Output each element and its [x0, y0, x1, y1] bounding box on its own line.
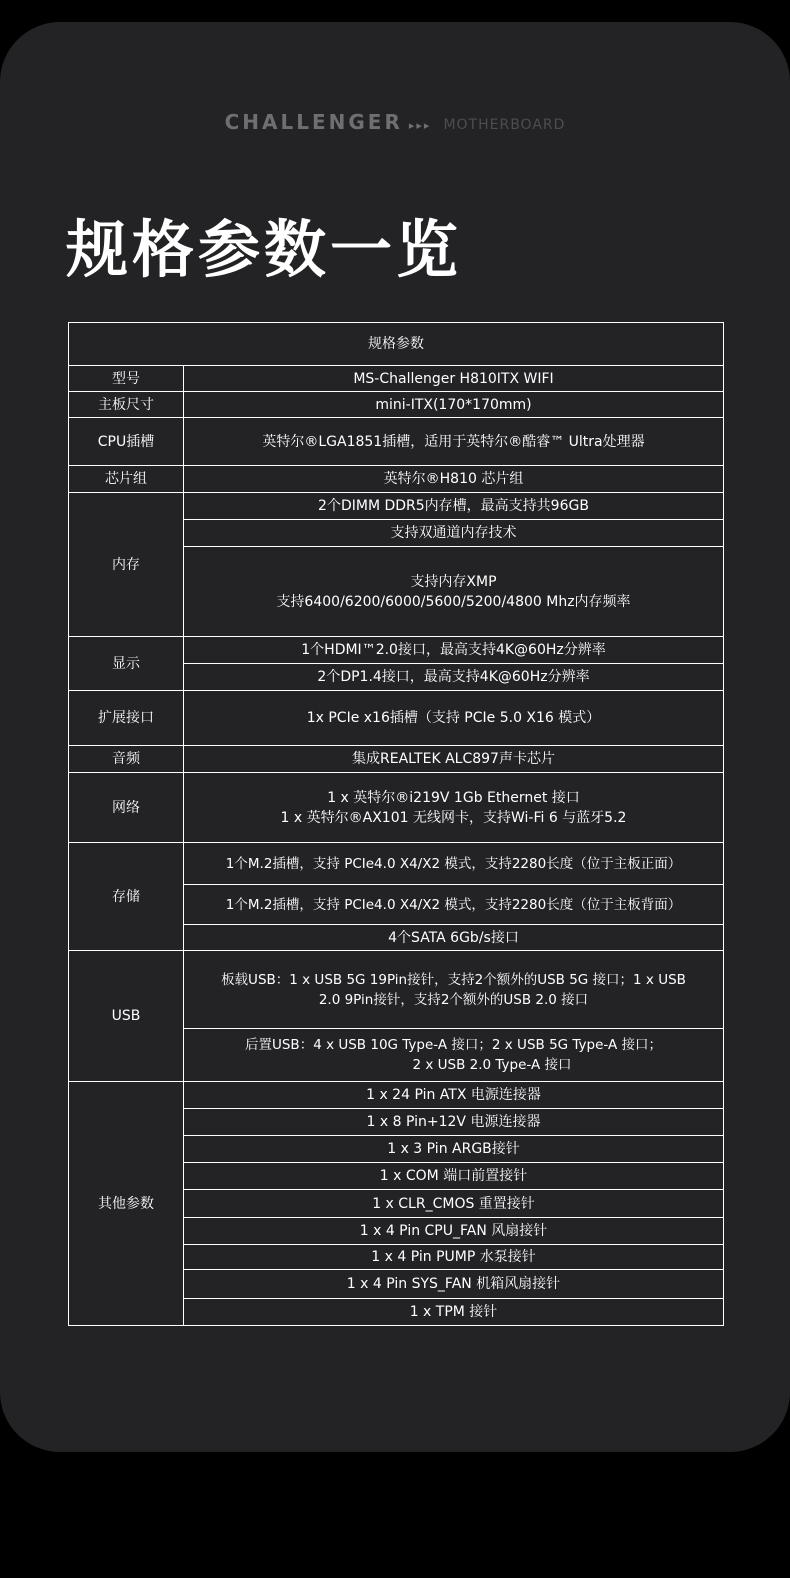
row-value-storage-3: 4个SATA 6Gb/s接口	[184, 925, 724, 951]
table-row	[69, 746, 724, 773]
row-value-expansion: 1x PCIe x16插槽（支持 PCIe 5.0 X16 模式）	[184, 691, 724, 746]
row-value-network	[184, 773, 724, 843]
logo-brand: CHALLENGER	[224, 110, 403, 134]
row-label-audio: 音频	[69, 746, 184, 773]
row-value-storage-1: 1个M.2插槽，支持 PCIe4.0 X4/X2 模式，支持2280长度（位于主板正面）	[184, 843, 724, 885]
table-row	[69, 637, 724, 664]
table-header: 规格参数	[69, 323, 724, 366]
row-value-audio: 集成REALTEK ALC897声卡芯片	[184, 746, 724, 773]
row-value-memory-3	[184, 547, 724, 637]
row-value-other-3: 1 x 3 Pin ARGB接针	[184, 1136, 724, 1163]
row-value-chipset: 英特尔®H810 芯片组	[184, 466, 724, 493]
row-value-size: mini-ITX(170*170mm)	[184, 392, 724, 418]
table-row	[69, 843, 724, 885]
row-label-size: 主板尺寸	[69, 392, 184, 418]
spec-table	[68, 322, 724, 1326]
row-label-chipset: 芯片组	[69, 466, 184, 493]
table-header-row	[69, 323, 724, 366]
table-row	[69, 1082, 724, 1109]
row-value-other-5: 1 x CLR_CMOS 重置接针	[184, 1190, 724, 1218]
page-title: 规格参数一览	[66, 213, 463, 286]
row-value-other-6: 1 x 4 Pin CPU_FAN 风扇接针	[184, 1218, 724, 1245]
usb-onboard-line-2: 2.0 9Pin接针，支持2个额外的USB 2.0 接口	[318, 991, 589, 1008]
row-value-memory-2: 支持双通道内存技术	[184, 520, 724, 547]
row-value-other-8: 1 x 4 Pin SYS_FAN 机箱风扇接针	[184, 1270, 724, 1299]
row-value-storage-2: 1个M.2插槽，支持 PCIe4.0 X4/X2 模式，支持2280长度（位于主板背面）	[184, 885, 724, 925]
row-value-usb-onboard	[184, 951, 724, 1029]
row-label-usb: USB	[69, 951, 184, 1082]
row-value-model: MS-Challenger H810ITX WIFI	[184, 366, 724, 392]
row-label-model: 型号	[69, 366, 184, 392]
table-row	[69, 691, 724, 746]
row-label-memory: 内存	[69, 493, 184, 637]
usb-rear-line-1: 后置USB：4 x USB 10G Type-A 接口；2 x USB 5G Type-A 接口；	[244, 1037, 663, 1053]
logo-subtitle: MOTHERBOARD	[443, 117, 566, 133]
row-value-other-7: 1 x 4 Pin PUMP 水泵接针	[184, 1245, 724, 1270]
row-value-other-4: 1 x COM 端口前置接针	[184, 1163, 724, 1190]
memory-frequency-line: 支持6400/6200/6000/5600/5200/4800 Mhz内存频率	[276, 593, 631, 610]
brand-logo	[0, 110, 790, 134]
usb-onboard-line-1: 板载USB：1 x USB 5G 19Pin接针，支持2个额外的USB 5G 接口；1 x USB	[221, 971, 686, 988]
memory-xmp-line: 支持内存XMP	[410, 573, 497, 590]
table-row	[69, 773, 724, 843]
row-label-expansion: 扩展接口	[69, 691, 184, 746]
row-value-usb-rear	[184, 1029, 724, 1082]
row-value-display-1: 1个HDMI™2.0接口，最高支持4K@60Hz分辨率	[184, 637, 724, 664]
usb-rear-line-2: 2 x USB 2.0 Type-A 接口	[412, 1057, 572, 1073]
logo-arrows-icon: ▸▸▸	[408, 119, 432, 132]
row-value-other-1: 1 x 24 Pin ATX 电源连接器	[184, 1082, 724, 1109]
row-value-other-9: 1 x TPM 接针	[184, 1299, 724, 1326]
row-value-other-2: 1 x 8 Pin+12V 电源连接器	[184, 1109, 724, 1136]
row-label-other: 其他参数	[69, 1082, 184, 1326]
table-row	[69, 392, 724, 418]
row-label-network: 网络	[69, 773, 184, 843]
network-ethernet-line: 1 x 英特尔®i219V 1Gb Ethernet 接口	[327, 789, 580, 806]
row-label-storage: 存储	[69, 843, 184, 951]
table-row	[69, 466, 724, 493]
row-value-display-2: 2个DP1.4接口，最高支持4K@60Hz分辨率	[184, 664, 724, 691]
table-row	[69, 951, 724, 1029]
network-wifi-line: 1 x 英特尔®AX101 无线网卡，支持Wi-Fi 6 与蓝牙5.2	[280, 809, 627, 826]
table-row	[69, 493, 724, 520]
row-value-cpu: 英特尔®LGA1851插槽，适用于英特尔®酷睿™ Ultra处理器	[184, 418, 724, 466]
row-label-display: 显示	[69, 637, 184, 691]
row-value-memory-1: 2个DIMM DDR5内存槽，最高支持共96GB	[184, 493, 724, 520]
table-row	[69, 418, 724, 466]
table-row	[69, 366, 724, 392]
row-label-cpu: CPU插槽	[69, 418, 184, 466]
